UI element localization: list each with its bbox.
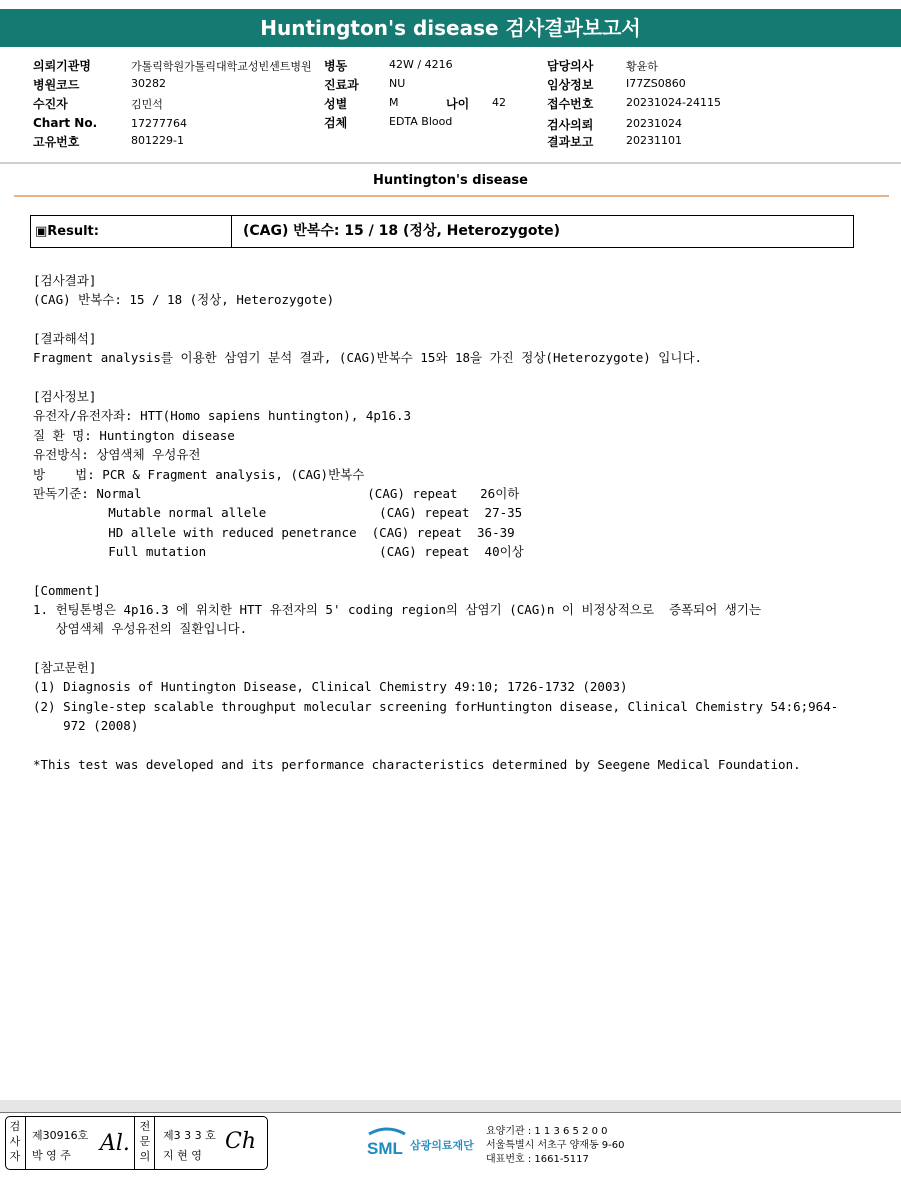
organization-address (486, 1125, 625, 1167)
tester-role-label: 검사자 (9, 1120, 21, 1163)
requesting-institution-label: 의뢰기관명 (33, 59, 91, 73)
body-line: (2) Single-step scalable throughput molecular screening forHuntington disease, Clinical Chemistry 54:6;964- (33, 698, 839, 714)
specimen-value: EDTA Blood (389, 115, 453, 128)
department-value: NU (389, 77, 406, 90)
section-heading: [검사정보] (33, 389, 97, 405)
section-heading: [검사결과] (33, 273, 97, 288)
requesting-institution-value: 가톨릭학원가톨릭대학교성빈센트병원 (131, 60, 312, 73)
report-title: Huntington's disease 검사결과보고서 (0, 9, 901, 47)
tester-name: 박 영 주 (32, 1149, 71, 1162)
institution-code: 요양기관 : 1 1 3 6 5 2 0 0 (486, 1126, 608, 1137)
sig-divider (154, 1117, 155, 1169)
section-heading: [Comment] (33, 582, 101, 598)
body-line: 유전방식: 상염색체 우성유전 (33, 447, 201, 463)
request-date-value: 20231024 (626, 117, 682, 130)
physician-label: 담당의사 (547, 59, 594, 73)
body-line: 972 (2008) (33, 718, 139, 734)
address-line: 서울특별시 서초구 양재동 9-60 (486, 1140, 625, 1151)
hospital-code-value: 30282 (131, 77, 166, 90)
hospital-code-label: 병원코드 (33, 78, 80, 92)
physician-value: 황윤하 (626, 60, 658, 73)
sig-divider (25, 1117, 26, 1169)
header-divider (0, 162, 901, 164)
report-date-value: 20231101 (626, 134, 682, 147)
tester-license: 제30916호 (32, 1129, 89, 1142)
sex-value: M (389, 96, 399, 109)
ward-label: 병동 (324, 59, 348, 73)
sml-logo-icon (365, 1124, 409, 1160)
logo-text: SML (367, 1139, 403, 1158)
chart-no-label: Chart No. (33, 116, 98, 130)
body-line: Mutable normal allele (CAG) repeat 27-35 (33, 505, 523, 521)
age-label: 나이 (446, 97, 470, 111)
unique-id-label: 고유번호 (33, 135, 80, 149)
specialist-license: 제3 3 3 호 (163, 1129, 216, 1142)
body-line: 1. 헌팅톤병은 4p16.3 에 위치한 HTT 유전자의 5' coding region의 삼염기 (CAG)n 이 비정상적으로 증폭되어 생기는 (33, 601, 762, 617)
sig-divider (134, 1117, 135, 1169)
body-line: 상염색체 우성유전의 질환입니다. (33, 621, 248, 637)
accession-no-value: 20231024-24115 (626, 96, 721, 109)
body-line: 방 법: PCR & Fragment analysis, (CAG)반복수 (33, 466, 365, 482)
ward-value: 42W / 4216 (389, 58, 453, 71)
phone-line: 대표번호 : 1661-5117 (486, 1154, 589, 1165)
clinical-info-value: I77ZS0860 (626, 77, 686, 90)
body-line: Fragment analysis를 이용한 삼염기 분석 결과, (CAG)반복수 15와 18을 가진 정상(Heterozygote) 입니다. (33, 350, 703, 366)
sex-label: 성별 (324, 97, 348, 111)
specialist-name: 지 현 영 (163, 1149, 202, 1162)
result-label: ▣Result: (35, 224, 99, 239)
body-line: (1) Diagnosis of Huntington Disease, Clinical Chemistry 49:10; 1726-1732 (2003) (33, 679, 628, 695)
patient-name-value: 김민석 (131, 98, 163, 111)
footer-band (0, 1100, 901, 1112)
result-value: (CAG) 반복수: 15 / 18 (정상, Heterozygote) (243, 223, 561, 239)
accession-no-label: 접수번호 (547, 97, 594, 111)
section-heading: [참고문헌] (33, 660, 97, 675)
specialist-role-label: 전문의 (139, 1120, 151, 1163)
tester-signature: Al. (100, 1131, 130, 1156)
report-date-label: 결과보고 (547, 135, 594, 149)
body-line: Full mutation (CAG) repeat 40이상 (33, 543, 524, 559)
result-box (30, 215, 854, 248)
request-date-label: 검사의뢰 (547, 118, 594, 132)
clinical-info-label: 임상정보 (547, 78, 594, 92)
specimen-label: 검체 (324, 116, 348, 130)
body-line: 유전자/유전자좌: HTT(Homo sapiens huntington), 4p16.3 (33, 408, 412, 424)
patient-name-label: 수진자 (33, 97, 68, 111)
section-heading: [결과해석] (33, 331, 97, 347)
signature-box (5, 1116, 268, 1170)
body-line: (CAG) 반복수: 15 / 18 (정상, Heterozygote) (33, 292, 335, 308)
body-line: *This test was developed and its performance characteristics determined by Seegene Medical Foundation. (33, 756, 801, 772)
chart-no-value: 17277764 (131, 117, 187, 130)
footer-rule (0, 1112, 901, 1113)
body-line: HD allele with reduced penetrance (CAG) repeat 36-39 (33, 524, 515, 540)
result-divider (231, 216, 232, 247)
body-line: 질 환 명: Huntington disease (33, 427, 235, 443)
section-title: Huntington's disease (373, 173, 528, 188)
body-line: 판독기준: Normal (CAG) repeat 26이하 (33, 485, 520, 501)
unique-id-value: 801229-1 (131, 134, 184, 147)
age-value: 42 (492, 96, 506, 109)
section-divider (14, 195, 889, 197)
department-label: 진료과 (324, 78, 359, 92)
specialist-signature: Ch (225, 1129, 257, 1154)
organization-name: 삼광의료재단 (410, 1139, 474, 1152)
